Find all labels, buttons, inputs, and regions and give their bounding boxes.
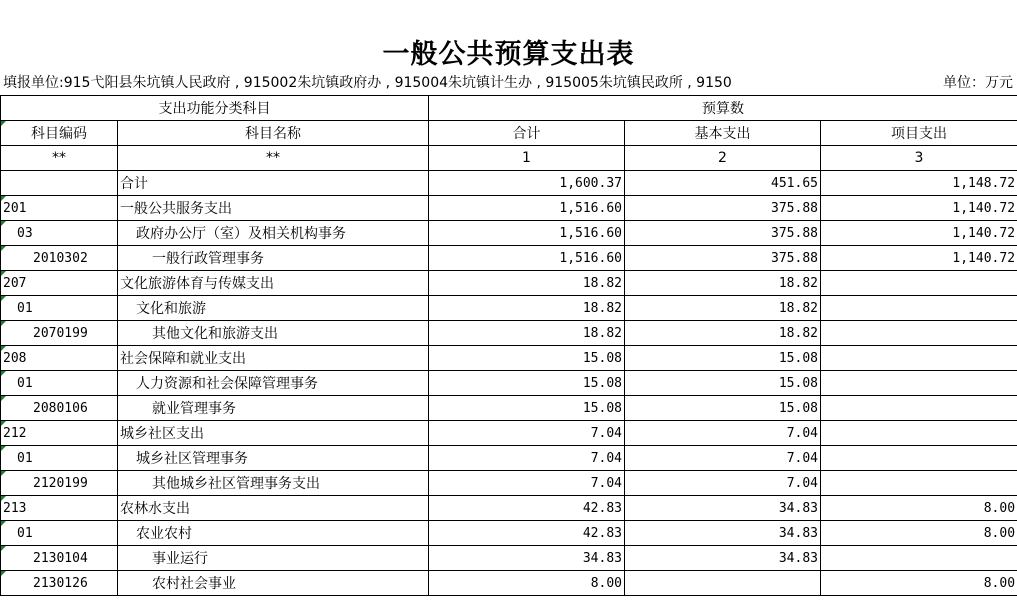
cell-code-text: 03 xyxy=(17,225,33,241)
cell-code-text: 2070199 xyxy=(33,325,88,341)
cell-name: 一般公共服务支出 xyxy=(118,196,429,221)
cell-marker-icon xyxy=(1,421,6,426)
cell-marker-icon xyxy=(1,346,6,351)
cell-marker-icon xyxy=(1,396,6,401)
cell-basic: 375.88 xyxy=(625,196,821,221)
cell-total: 34.83 xyxy=(429,546,625,571)
cell-code xyxy=(1,171,118,196)
cell-basic xyxy=(625,571,821,596)
cell-total: 7.04 xyxy=(429,471,625,496)
table-row xyxy=(1,171,1017,196)
cell-total: 7.04 xyxy=(429,446,625,471)
table-row xyxy=(1,296,1017,321)
column-header-name: 科目名称 xyxy=(118,121,429,146)
cell-basic: 15.08 xyxy=(625,396,821,421)
table-row xyxy=(1,471,1017,496)
cell-project: 1,140.72 xyxy=(821,246,1017,271)
cell-name: 一般行政管理事务 xyxy=(118,246,429,271)
cell-code-text: 2010302 xyxy=(33,250,88,266)
column-header-code-label: 科目编码 xyxy=(31,126,87,142)
cell-basic: 34.83 xyxy=(625,546,821,571)
cell-project: 8.00 xyxy=(821,521,1017,546)
cell-total: 8.00 xyxy=(429,571,625,596)
cell-total: 1,516.60 xyxy=(429,246,625,271)
table-row xyxy=(1,571,1017,596)
column-header-code xyxy=(1,121,118,146)
cell-basic: 34.83 xyxy=(625,496,821,521)
table-row xyxy=(1,521,1017,546)
cell-name: 就业管理事务 xyxy=(118,396,429,421)
cell-basic: 375.88 xyxy=(625,246,821,271)
column-header-total: 合计 xyxy=(429,121,625,146)
page-title: 一般公共预算支出表 xyxy=(382,39,635,70)
header-row-columns xyxy=(1,121,1017,146)
cell-basic: 451.65 xyxy=(625,171,821,196)
cell-code xyxy=(1,446,118,471)
cell-marker-icon xyxy=(1,121,6,126)
index-project: 3 xyxy=(821,146,1017,171)
cell-basic: 7.04 xyxy=(625,446,821,471)
table-row xyxy=(1,496,1017,521)
cell-code xyxy=(1,196,118,221)
cell-code-text: 207 xyxy=(3,275,27,291)
table-row xyxy=(1,246,1017,271)
header-row-index xyxy=(1,146,1017,171)
cell-marker-icon xyxy=(1,546,6,551)
cell-code xyxy=(1,396,118,421)
index-basic: 2 xyxy=(625,146,821,171)
cell-project xyxy=(821,296,1017,321)
cell-total: 42.83 xyxy=(429,496,625,521)
group-header-budget: 预算数 xyxy=(429,96,1017,121)
cell-total: 18.82 xyxy=(429,271,625,296)
cell-basic: 15.08 xyxy=(625,346,821,371)
cell-code xyxy=(1,296,118,321)
cell-marker-icon xyxy=(1,446,6,451)
cell-code-text: 2130126 xyxy=(33,575,88,591)
cell-code xyxy=(1,571,118,596)
cell-total: 18.82 xyxy=(429,321,625,346)
cell-project xyxy=(821,446,1017,471)
cell-total: 42.83 xyxy=(429,521,625,546)
cell-project xyxy=(821,396,1017,421)
column-header-project: 项目支出 xyxy=(821,121,1017,146)
cell-basic: 15.08 xyxy=(625,371,821,396)
cell-code-text: 2130104 xyxy=(33,550,88,566)
header-row-group xyxy=(1,96,1017,121)
cell-basic: 18.82 xyxy=(625,321,821,346)
cell-basic: 375.88 xyxy=(625,221,821,246)
cell-code xyxy=(1,346,118,371)
table-row xyxy=(1,546,1017,571)
cell-code xyxy=(1,546,118,571)
cell-total: 7.04 xyxy=(429,421,625,446)
cell-name: 其他文化和旅游支出 xyxy=(118,321,429,346)
index-total: 1 xyxy=(429,146,625,171)
cell-total: 1,516.60 xyxy=(429,196,625,221)
cell-total: 15.08 xyxy=(429,346,625,371)
table-row xyxy=(1,196,1017,221)
cell-code xyxy=(1,271,118,296)
table-row xyxy=(1,346,1017,371)
cell-marker-icon xyxy=(1,271,6,276)
cell-code-text: 01 xyxy=(17,450,33,466)
cell-code-text: 01 xyxy=(17,375,33,391)
table-row xyxy=(1,396,1017,421)
cell-name: 社会保障和就业支出 xyxy=(118,346,429,371)
table-row xyxy=(1,421,1017,446)
cell-name: 文化和旅游 xyxy=(118,296,429,321)
cell-code xyxy=(1,471,118,496)
cell-basic: 34.83 xyxy=(625,521,821,546)
cell-code xyxy=(1,421,118,446)
cell-project xyxy=(821,346,1017,371)
index-code: ** xyxy=(1,146,118,171)
cell-code-text: 01 xyxy=(17,525,33,541)
budget-table xyxy=(0,95,1017,596)
cell-total: 18.82 xyxy=(429,296,625,321)
cell-marker-icon xyxy=(1,521,6,526)
table-row xyxy=(1,321,1017,346)
table-row xyxy=(1,371,1017,396)
reporting-unit: 填报单位:915弋阳县朱坑镇人民政府 , 915002朱坑镇政府办 , 915004朱坑镇计生办 , 915005朱坑镇民政所 , 9150 xyxy=(3,75,732,91)
cell-basic: 18.82 xyxy=(625,296,821,321)
cell-code-text: 2120199 xyxy=(33,475,88,491)
cell-total: 15.08 xyxy=(429,371,625,396)
cell-code-text: 208 xyxy=(3,350,27,366)
table-row xyxy=(1,446,1017,471)
cell-name: 其他城乡社区管理事务支出 xyxy=(118,471,429,496)
cell-project: 8.00 xyxy=(821,496,1017,521)
cell-total: 1,600.37 xyxy=(429,171,625,196)
cell-total: 1,516.60 xyxy=(429,221,625,246)
report-meta xyxy=(3,72,1013,92)
cell-basic: 18.82 xyxy=(625,271,821,296)
cell-project xyxy=(821,546,1017,571)
cell-project: 8.00 xyxy=(821,571,1017,596)
cell-name: 城乡社区管理事务 xyxy=(118,446,429,471)
cell-code-text: 01 xyxy=(17,300,33,316)
cell-code xyxy=(1,321,118,346)
cell-marker-icon xyxy=(1,296,6,301)
cell-marker-icon xyxy=(1,571,6,576)
table-row xyxy=(1,271,1017,296)
cell-name: 合计 xyxy=(118,171,429,196)
cell-name: 人力资源和社会保障管理事务 xyxy=(118,371,429,396)
cell-code xyxy=(1,221,118,246)
cell-basic: 7.04 xyxy=(625,421,821,446)
cell-name: 文化旅游体育与传媒支出 xyxy=(118,271,429,296)
cell-code-text: 212 xyxy=(3,425,27,441)
cell-code xyxy=(1,371,118,396)
cell-code-text: 201 xyxy=(3,200,27,216)
cell-marker-icon xyxy=(1,221,6,226)
cell-project xyxy=(821,471,1017,496)
cell-name: 事业运行 xyxy=(118,546,429,571)
cell-project xyxy=(821,321,1017,346)
cell-name: 政府办公厅（室）及相关机构事务 xyxy=(118,221,429,246)
cell-marker-icon xyxy=(1,196,6,201)
cell-code xyxy=(1,246,118,271)
cell-project xyxy=(821,421,1017,446)
table-row xyxy=(1,221,1017,246)
cell-marker-icon xyxy=(1,321,6,326)
group-header-category: 支出功能分类科目 xyxy=(1,96,429,121)
cell-total: 15.08 xyxy=(429,396,625,421)
cell-project xyxy=(821,371,1017,396)
cell-name: 农村社会事业 xyxy=(118,571,429,596)
cell-code xyxy=(1,521,118,546)
cell-name: 城乡社区支出 xyxy=(118,421,429,446)
cell-marker-icon xyxy=(1,496,6,501)
cell-project xyxy=(821,271,1017,296)
cell-code-text: 2080106 xyxy=(33,400,88,416)
cell-code-text: 213 xyxy=(3,500,27,516)
cell-project: 1,140.72 xyxy=(821,221,1017,246)
cell-project: 1,148.72 xyxy=(821,171,1017,196)
currency-unit: 单位：万元 xyxy=(943,75,1013,91)
cell-marker-icon xyxy=(1,471,6,476)
cell-marker-icon xyxy=(1,246,6,251)
cell-name: 农林水支出 xyxy=(118,496,429,521)
cell-code xyxy=(1,496,118,521)
column-header-basic: 基本支出 xyxy=(625,121,821,146)
cell-name: 农业农村 xyxy=(118,521,429,546)
cell-basic: 7.04 xyxy=(625,471,821,496)
cell-project: 1,140.72 xyxy=(821,196,1017,221)
index-name: ** xyxy=(118,146,429,171)
cell-marker-icon xyxy=(1,371,6,376)
